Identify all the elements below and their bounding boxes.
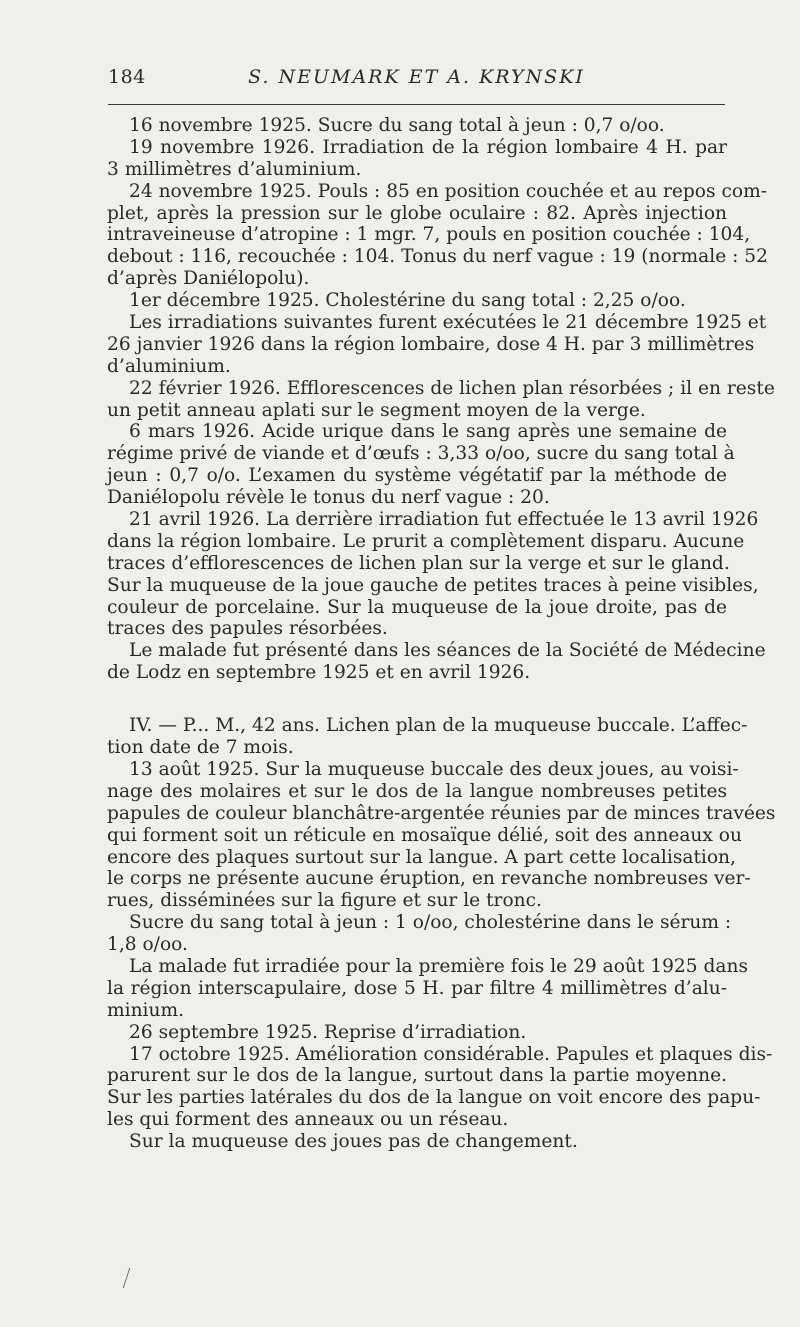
text-line: IV. — P... M., 42 ans. Lichen plan de la muqueuse buccale. L’affec- [129, 715, 748, 737]
text-line: 16 novembre 1925. Sucre du sang total à jeun : 0,7 o/oo. [129, 115, 665, 136]
text-line: parurent sur le dos de la langue, surtout dans la partie moyenne. [107, 1065, 727, 1087]
text-line: plet, après la pression sur le globe oculaire : 82. Après injection [107, 202, 727, 224]
text-line: 26 septembre 1925. Reprise d’irradiation. [129, 1021, 527, 1043]
text-line: papules de couleur blanchâtre-argentée réunies par de minces travées [107, 802, 776, 824]
text-line: intraveineuse d’atropine : 1 mgr. 7, pouls en position couchée : 104, [107, 224, 751, 246]
header-rule [108, 104, 725, 105]
text-line: 21 avril 1926. La derrière irradiation fut effectuée le 13 avril 1926 [129, 509, 759, 531]
text-line: les qui forment des anneaux ou un réseau. [107, 1109, 509, 1131]
text-line: rues, disséminées sur la figure et sur le tronc. [107, 890, 542, 912]
text-line: 17 octobre 1925. Amélioration considérable. Papules et plaques dis- [129, 1043, 773, 1065]
text-line: La malade fut irradiée pour la première fois le 29 août 1925 dans [129, 955, 748, 977]
text-line: 26 janvier 1926 dans la région lombaire, dose 4 H. par 3 millimètres [107, 333, 755, 355]
text-line: Le malade fut présenté dans les séances de la Société de Médecine [129, 640, 766, 662]
text-line: nage des molaires et sur le dos de la langue nombreuses petites [107, 780, 727, 802]
text-line: un petit anneau aplati sur le segment moyen de la verge. [107, 399, 646, 421]
body-text [107, 115, 776, 1153]
text-line: Sur les parties latérales du dos de la langue on voit encore des papu- [107, 1087, 761, 1109]
page-number: 184 [108, 66, 146, 88]
text-line: traces d’efflorescences de lichen plan sur la verge et sur le gland. [107, 552, 730, 574]
text-line: 24 novembre 1925. Pouls : 85 en position couchée et au repos com- [129, 180, 767, 202]
paragraph-gap [107, 684, 727, 715]
page-header [108, 66, 725, 94]
text-line: 1,8 o/oo. [107, 934, 188, 956]
text-line: dans la région lombaire. Le prurit a complètement disparu. Aucune [107, 530, 745, 552]
text-line: Daniélopolu révèle le tonus du nerf vague : 20. [107, 487, 550, 509]
text-line: 1er décembre 1925. Cholestérine du sang total : 2,25 o/oo. [129, 290, 686, 312]
text-line: de Lodz en septembre 1925 et en avril 1926. [107, 662, 531, 684]
text-line: encore des plaques surtout sur la langue. A part cette localisation, [107, 846, 736, 868]
text-line: Les irradiations suivantes furent exécutées le 21 décembre 1925 et [129, 312, 767, 334]
text-line: Sucre du sang total à jeun : 1 o/oo, cholestérine dans le sérum : [129, 912, 732, 934]
text-line: 6 mars 1926. Acide urique dans le sang après une semaine de [129, 421, 727, 443]
running-title: S. NEUMARK ET A. KRYNSKI [248, 66, 585, 88]
text-line: Sur la muqueuse de la joue gauche de petites traces à peine visibles, [107, 574, 759, 596]
text-line: tion date de 7 mois. [107, 737, 294, 759]
text-line: d’aluminium. [107, 355, 231, 377]
text-line: 22 février 1926. Efflorescences de lichen plan résorbées ; il en reste [129, 377, 775, 399]
text-line: la région interscapulaire, dose 5 H. par filtre 4 millimètres d’alu- [107, 977, 727, 999]
stray-mark [123, 1268, 136, 1288]
text-line: couleur de porcelaine. Sur la muqueuse de la joue droite, pas de [107, 596, 727, 618]
text-line: qui forment soit un réticule en mosaïque délié, soit des anneaux ou [107, 824, 742, 846]
text-line: d’après Daniélopolu). [107, 268, 310, 290]
text-line: régime privé de viande et d’œufs : 3,33 o/oo, sucre du sang total à [107, 443, 735, 465]
text-line: traces des papules résorbées. [107, 618, 388, 640]
text-line: jeun : 0,7 o/o. L’examen du système végétatif par la méthode de [107, 465, 727, 487]
text-line: le corps ne présente aucune éruption, en revanche nombreuses ver- [107, 868, 751, 890]
text-line: minium. [107, 999, 185, 1021]
text-line: 13 août 1925. Sur la muqueuse buccale des deux joues, au voisi- [129, 758, 739, 780]
text-line: Sur la muqueuse des joues pas de changement. [129, 1131, 578, 1153]
text-line: debout : 116, recouchée : 104. Tonus du nerf vague : 19 (normale : 52 [107, 246, 768, 268]
text-line: 3 millimètres d’aluminium. [107, 158, 362, 180]
text-line: 19 novembre 1926. Irradiation de la région lombaire 4 H. par [129, 136, 727, 158]
